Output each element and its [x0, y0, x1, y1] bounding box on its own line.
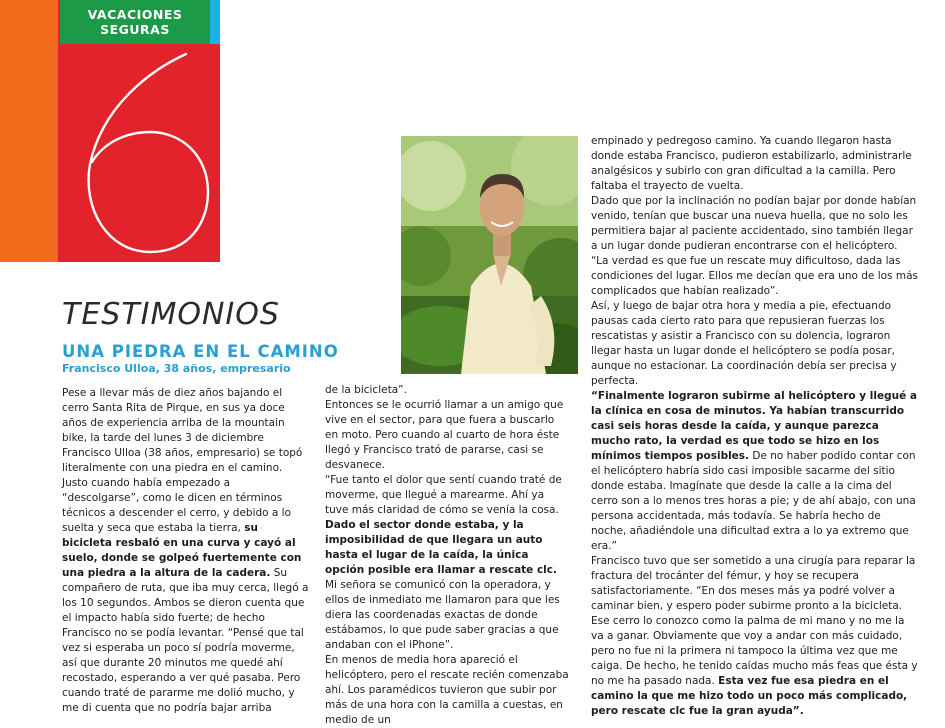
- paragraph: empinado y pedregoso camino. Ya cuando llegaron hasta donde estaba Francisco, pudieron estabilizarlo, administrarle analgésicos y subirlo con gran dificultad a la camilla. Pero faltaba el trayecto de vuelta.: [591, 135, 912, 192]
- paragraph: “Finalmente lograron subirme al helicóptero y llegué a la clínica en cosa de minutos. Ya habían transcurrido casi seis horas desde la caída, y aunque parezca mucho rato, la verdad es que todo se hizo en los mínimos tiempos posibles. De no haber podido contar con el helicóptero habría sido casi imposible sacarme del sitio donde estaba. Imagínate que desde la calle a la cima del cerro son a lo menos tres horas a pie; y de ahí abajo, con una persona accidentada, más todavía. Se habría hecho de noche, añadiéndole una dificultad extra a lo ya extremo que era.”: [591, 390, 917, 552]
- section-tab: [60, 0, 210, 44]
- paragraph: “La verdad es que fue un rescate muy dificultoso, dada las condiciones del lugar. Ellos me decían que era uno de los más complicados que habían realizado”.: [591, 255, 919, 297]
- paragraph: En menos de media hora apareció el helicóptero, pero el rescate recién comenzaba ahí. Los paramédicos tuvieron que subir por más de una hora con la camilla a cuestas, en medio de un: [325, 654, 569, 726]
- section-number-six: [58, 44, 220, 262]
- paragraph: Francisco tuvo que ser sometido a una cirugía para reparar la fractura del trocánter del fémur, y hoy se recupera satisfactoriamente. “En dos meses más ya podré volver a caminar bien, y espero poder subirme pronto a la bicicleta. Ese cerro lo conozco como la palma de mi mano y no me la va a ganar. Obviamente que voy a andar con más cuidado, pero no fue ni la primera ni tampoco la última vez que me caiga. De hecho, he tenido caídas mucho más feas que ésta y no me ha pasado nada. Esta vez fue esa piedra en el camino la que me hizo todo un poco más complicado, pero rescate clc fue la gran ayuda”.: [591, 555, 918, 717]
- paragraph: Entonces se le ocurrió llamar a un amigo que vive en el sector, para que fuera a buscarlo en moto. Pero cuando al cuarto de hora éste llegó y Francisco trató de pararse, casi se desvanece.: [325, 399, 564, 471]
- article-title: UNA PIEDRA EN EL CAMINO: [62, 342, 339, 361]
- section-tab-line1: VACACIONES: [87, 7, 183, 22]
- page-title: TESTIMONIOS: [62, 297, 280, 332]
- author-byline: Francisco Ulloa, 38 años, empresario: [62, 362, 291, 375]
- portrait-photo: [401, 136, 578, 374]
- article-column-3: [591, 134, 919, 719]
- paragraph: “Fue tanto el dolor que sentí cuando traté de moverme, que llegué a marearme. Ahí ya tuve más claridad de cómo se venía la cosa. Dado el sector donde estaba, y la imposibilidad de que llegara un auto hasta el lugar de la caída, la única opción posible era llamar a rescate clc. Mi señora se comunicó con la operadora, y ellos de inmediato me llamaron para que les diera las coordenadas exactas de donde estábamos, lo que pude saber gracias a que andaban con el iPhone”.: [325, 474, 562, 651]
- section-tab-line2: SEGURAS: [100, 22, 170, 37]
- paragraph: Dado que por la inclinación no podían bajar por donde habían venido, tenían que buscar una nueva huella, que no solo les permitiera bajar al paciente accidentado, sino también llegar a un lugar donde pudieran encontrarse con el helicóptero.: [591, 195, 917, 252]
- article-column-1: [62, 386, 310, 716]
- highlight-text: Esta vez fue esa piedra en el camino la que me hizo todo un poco más complicado, pero rescate clc fue la gran ayuda”.: [591, 675, 908, 717]
- paragraph: de la bicicleta”.: [325, 384, 407, 396]
- article-column-2: [325, 383, 570, 728]
- highlight-text: “Finalmente lograron subirme al helicóptero y llegué a la clínica en cosa de minutos. Ya habían transcurrido casi seis horas desde la caída, y aunque parezca mucho rato, la verdad es que todo se hizo en los mínimos tiempos posibles.: [591, 390, 917, 462]
- cyan-color-strip: [210, 0, 220, 44]
- paragraph: Justo cuando había empezado a “descolgarse”, como le dicen en términos técnicos a descender el cerro, y debido a lo suelta y seca que estaba la tierra, su bicicleta resbaló en una curva y cayó al suelo, donde se golpeó fuertemente con una piedra a la altura de la cadera. Su compañero de ruta, que iba muy cerca, llegó a los 10 segundos. Ambos se dieron cuenta que el impacto había sido fuerte; de hecho Francisco no se podía levantar. “Pensé que tal vez si esperaba un poco sí podría moverme, así que durante 20 minutos me quedé ahí recostado, esperando a ver qué pasaba. Pero cuando traté de pararme me dolió mucho, y me di cuenta que no podría bajar arriba: [62, 477, 309, 714]
- paragraph: Pese a llevar más de diez años bajando el cerro Santa Rita de Pirque, en sus ya doce años de experiencia arriba de la mountain bike, la tarde del lunes 3 de diciembre Francisco Ulloa (38 años, empresario) se topó literalmente con una piedra en el camino.: [62, 387, 303, 474]
- paragraph: Así, y luego de bajar otra hora y media a pie, efectuando pausas cada cierto rato para que repusieran fuerzas los rescatistas y asistir a Francisco con su dolencia, lograron llegar hasta un lugar donde el helicóptero se podía posar, aunque no estacionar. La coordinación debía ser precisa y perfecta.: [591, 300, 897, 387]
- orange-color-strip: [0, 0, 58, 262]
- highlight-text: Dado el sector donde estaba, y la imposibilidad de que llegara un auto hasta el lugar de la caída, la única opción posible era llamar a rescate clc.: [325, 519, 557, 576]
- highlight-text: su bicicleta resbaló en una curva y cayó al suelo, donde se golpeó fuertemente con una piedra a la altura de la cadera.: [62, 522, 302, 579]
